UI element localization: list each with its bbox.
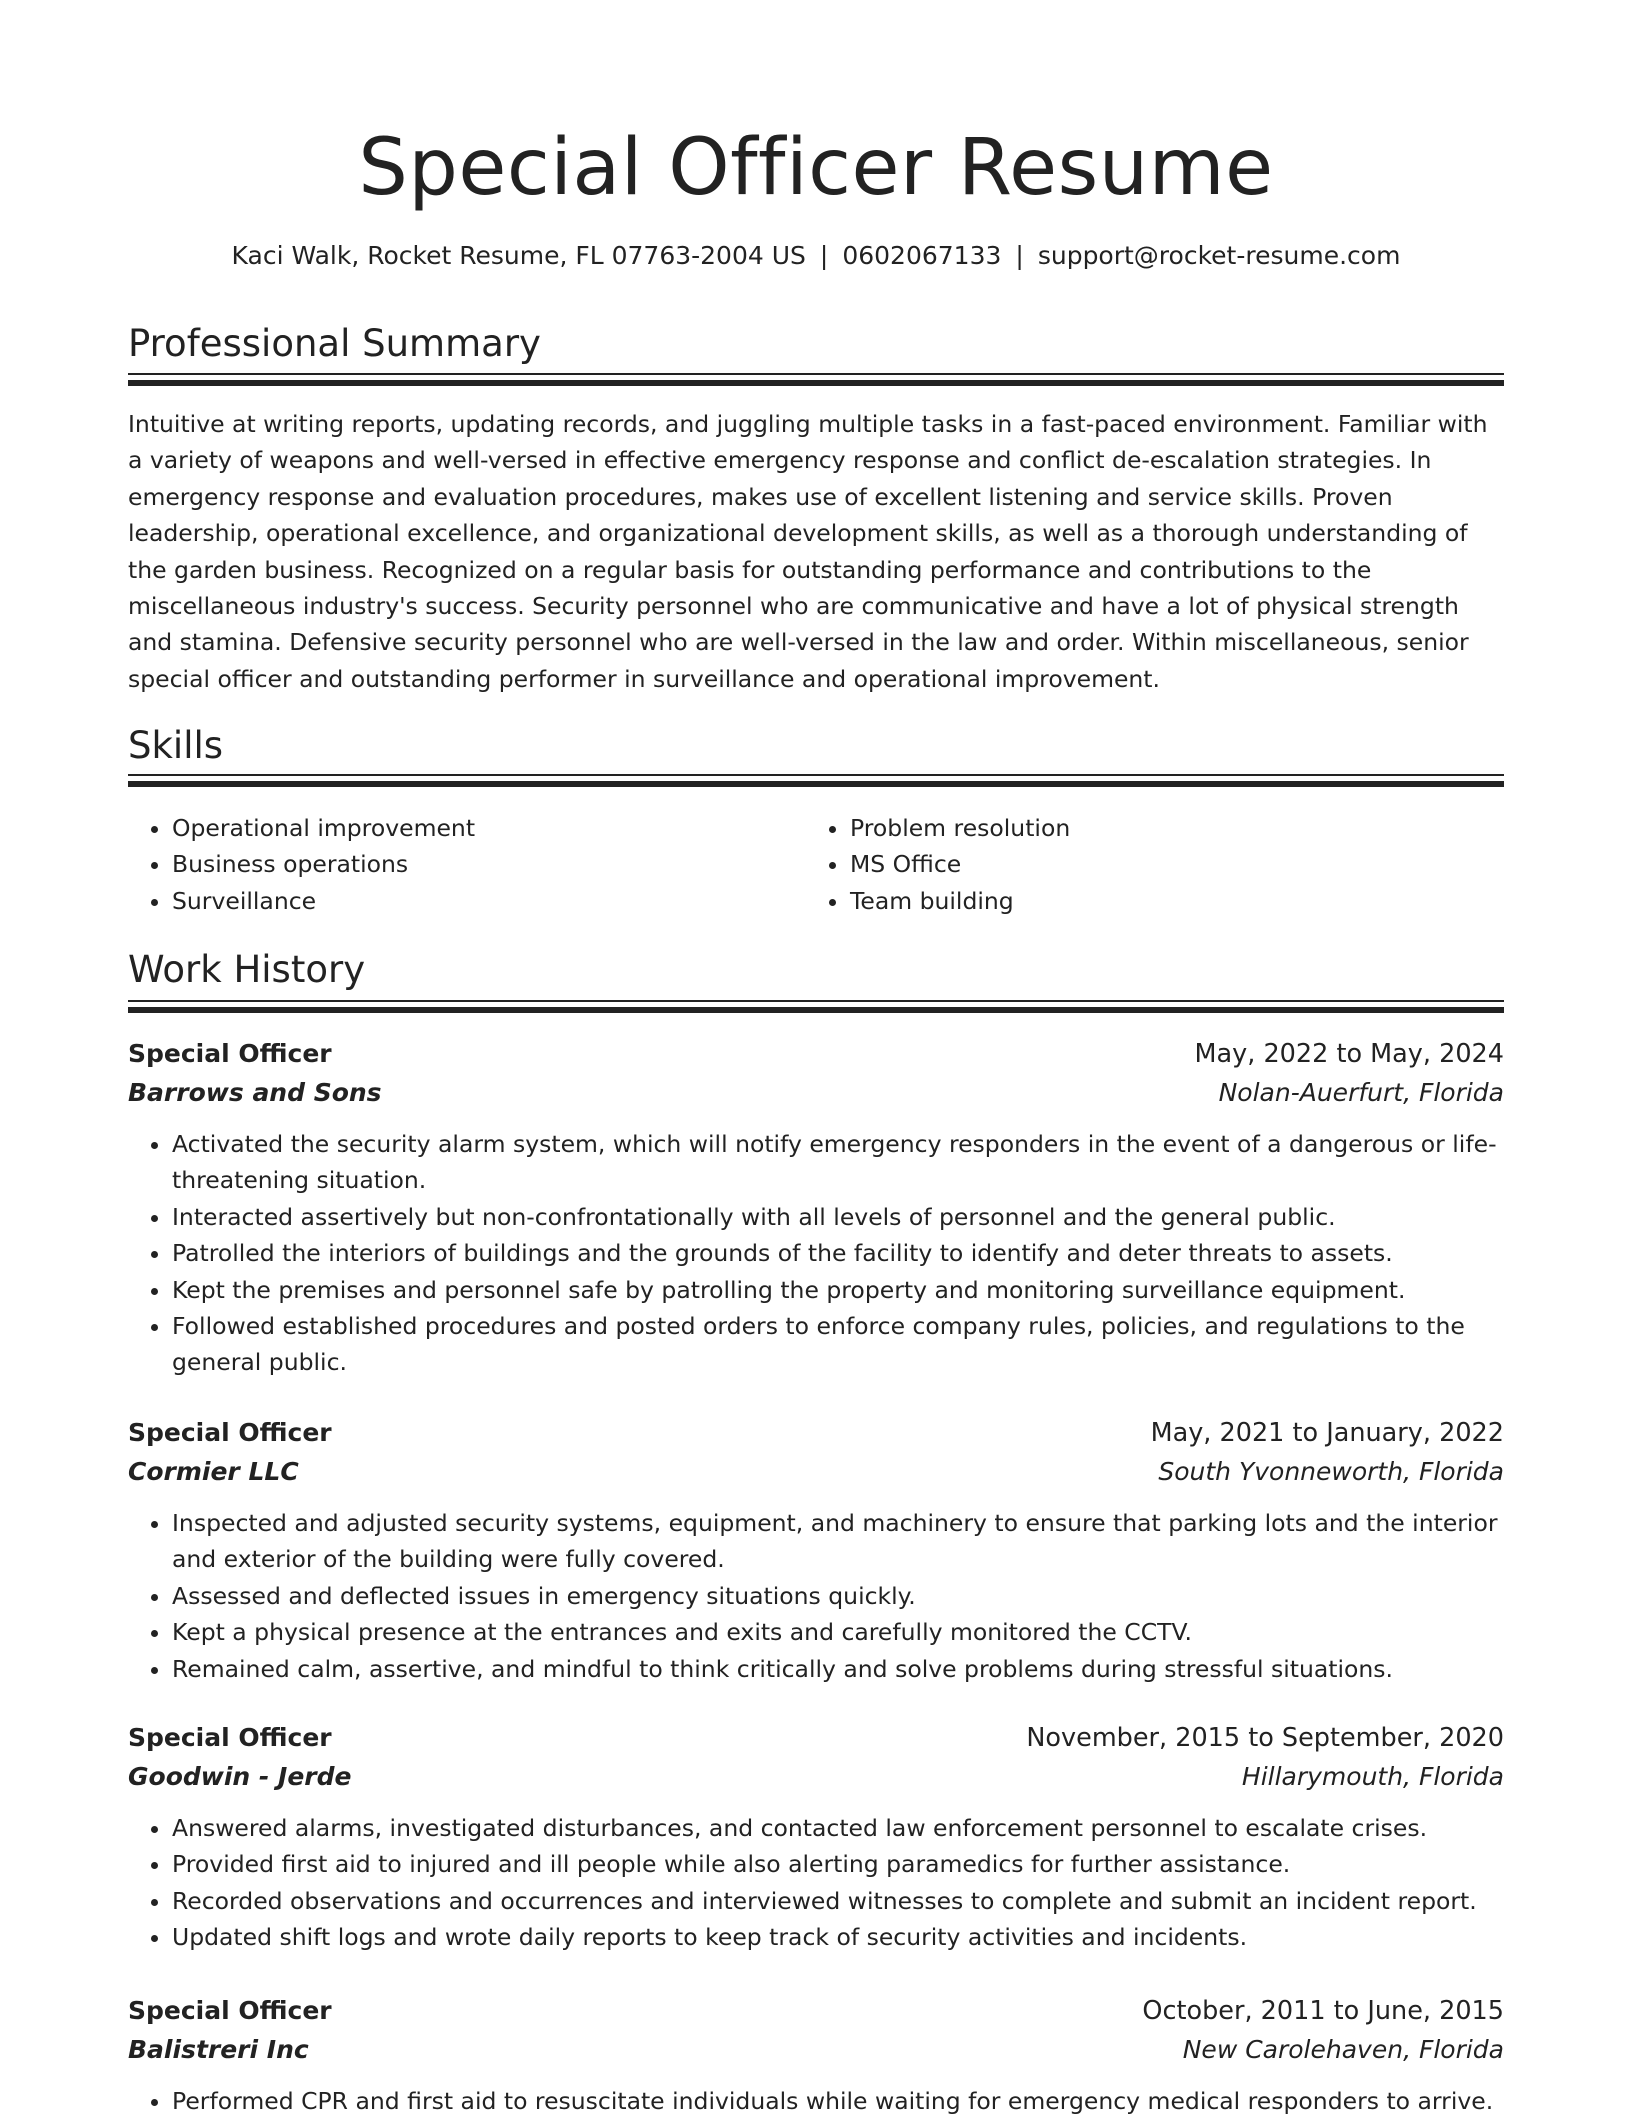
job-bullet: • Updated shift logs and wrote daily reports to keep track of security activities and incidents. bbox=[172, 1919, 1504, 1955]
job-bullets bbox=[128, 1126, 1504, 1381]
job-bullets bbox=[128, 1810, 1504, 1956]
job-location: Hillarymouth, Florida bbox=[1241, 1762, 1504, 1791]
skills-right-column bbox=[806, 810, 1486, 919]
job-bullet: • Inspected and adjusted security systems, equipment, and machinery to ensure that parking lots and the interior and exterior of the building were fully covered. bbox=[172, 1505, 1504, 1578]
job-bullet: • Interacted assertively but non-confrontationally with all levels of personnel and the general public. bbox=[172, 1199, 1504, 1235]
skill-item: • Team building bbox=[850, 883, 1486, 919]
skills-divider bbox=[128, 774, 1504, 787]
job-company: Cormier LLC bbox=[128, 1457, 299, 1486]
skills-section-header bbox=[128, 720, 1504, 772]
job-bullets bbox=[128, 2083, 1504, 2119]
skill-item: • Operational improvement bbox=[172, 810, 808, 846]
contact-phone: 0602067133 bbox=[842, 241, 1002, 270]
job-location: South Yvonneworth, Florida bbox=[1158, 1457, 1504, 1486]
contact-separator: | bbox=[819, 241, 829, 270]
skills-list-left bbox=[128, 810, 808, 919]
job-dates: May, 2022 to May, 2024 bbox=[1194, 1039, 1504, 1069]
job-bullets bbox=[128, 1505, 1504, 1687]
contact-line bbox=[128, 238, 1504, 274]
work-heading: Work History bbox=[128, 948, 366, 991]
contact-email: support@rocket-resume.com bbox=[1037, 241, 1401, 270]
work-section-header bbox=[128, 944, 1504, 996]
job-bullet: • Followed established procedures and posted orders to enforce company rules, policies, and regulations to the general public. bbox=[172, 1308, 1504, 1381]
job-dates: May, 2021 to January, 2022 bbox=[1150, 1418, 1504, 1448]
job-bullet: • Kept the premises and personnel safe by patrolling the property and monitoring surveillance equipment. bbox=[172, 1272, 1504, 1308]
skill-item: • Problem resolution bbox=[850, 810, 1486, 846]
job-bullet: • Performed CPR and first aid to resuscitate individuals while waiting for emergency medical responders to arrive. bbox=[172, 2083, 1504, 2119]
skills-left-column bbox=[128, 810, 808, 919]
job-dates: November, 2015 to September, 2020 bbox=[1026, 1723, 1504, 1753]
job-location: Nolan-Auerfurt, Florida bbox=[1218, 1078, 1504, 1107]
job-dates: October, 2011 to June, 2015 bbox=[1142, 1996, 1504, 2026]
job-entry bbox=[128, 1413, 1504, 1687]
job-bullet: • Activated the security alarm system, which will notify emergency responders in the event of a dangerous or life-threatening situation. bbox=[172, 1126, 1504, 1199]
skill-item: • MS Office bbox=[850, 846, 1486, 882]
summary-heading: Professional Summary bbox=[128, 322, 541, 365]
job-bullet: • Recorded observations and occurrences and interviewed witnesses to complete and submit an incident report. bbox=[172, 1883, 1504, 1919]
job-role: Special Officer bbox=[128, 1418, 332, 1447]
job-role: Special Officer bbox=[128, 1996, 332, 2025]
job-entry bbox=[128, 1718, 1504, 1956]
resume-title: Special Officer Resume bbox=[358, 123, 1274, 213]
skills-list-right bbox=[806, 810, 1486, 919]
job-bullet: • Remained calm, assertive, and mindful to think critically and solve problems during stressful situations. bbox=[172, 1651, 1504, 1687]
job-location: New Carolehaven, Florida bbox=[1182, 2035, 1504, 2064]
skill-item: • Surveillance bbox=[172, 883, 808, 919]
job-bullet: • Provided first aid to injured and ill people while also alerting paramedics for further assistance. bbox=[172, 1846, 1504, 1882]
summary-divider bbox=[128, 373, 1504, 386]
job-entry bbox=[128, 1034, 1504, 1381]
job-bullet: • Answered alarms, investigated disturbances, and contacted law enforcement personnel to escalate crises. bbox=[172, 1810, 1504, 1846]
summary-text: Intuitive at writing reports, updating records, and juggling multiple tasks in a fast-paced environment. Familiar with a variety of weapons and well-versed in effective emergency response and conflict de-escalation strategies. In emergency response and evaluation procedures, makes use of excellent listening and service skills. Proven leadership, operational excellence, and organizational development skills, as well as a thorough understanding of the garden business. Recognized on a regular basis for outstanding performance and contributions to the miscellaneous industry's success. Security personnel who are communicative and have a lot of physical strength and stamina. Defensive security personnel who are well-versed in the law and order. Within miscellaneous, senior special officer and outstanding performer in surveillance and operational improvement. bbox=[128, 410, 1488, 693]
job-bullet: • Kept a physical presence at the entrances and exits and carefully monitored the CCTV. bbox=[172, 1614, 1504, 1650]
job-company: Barrows and Sons bbox=[128, 1078, 382, 1107]
job-bullet: • Patrolled the interiors of buildings and the grounds of the facility to identify and deter threats to assets. bbox=[172, 1235, 1504, 1271]
job-bullet: • Assessed and deflected issues in emergency situations quickly. bbox=[172, 1578, 1504, 1614]
work-divider bbox=[128, 1000, 1504, 1013]
job-role: Special Officer bbox=[128, 1039, 332, 1068]
skill-item: • Business operations bbox=[172, 846, 808, 882]
job-entry bbox=[128, 1991, 1504, 2119]
contact-separator: | bbox=[1015, 241, 1024, 270]
job-company: Goodwin - Jerde bbox=[128, 1762, 352, 1791]
summary-section-header bbox=[128, 318, 1504, 370]
job-company: Balistreri Inc bbox=[128, 2035, 309, 2064]
skills-heading: Skills bbox=[128, 724, 224, 767]
job-role: Special Officer bbox=[128, 1723, 332, 1752]
contact-address: Kaci Walk, Rocket Resume, FL 07763-2004 US bbox=[231, 241, 806, 270]
